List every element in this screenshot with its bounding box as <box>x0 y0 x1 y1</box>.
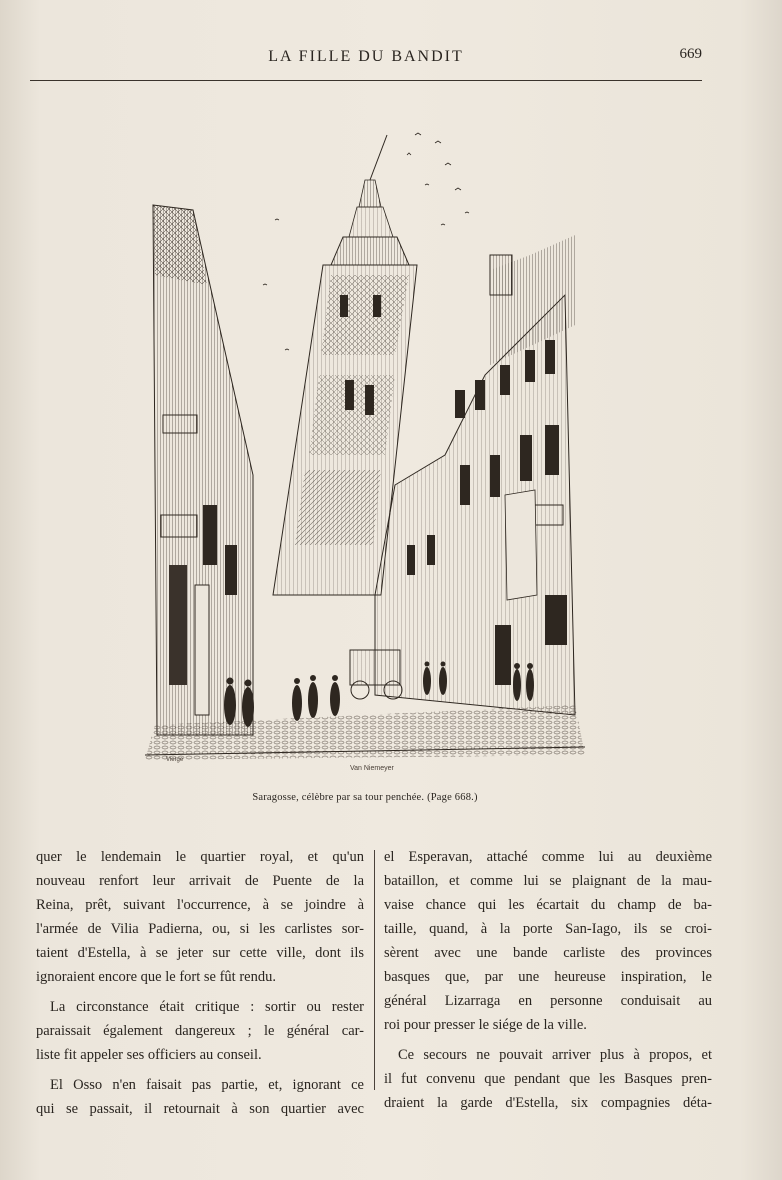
text-line: taille, quand, à la porte San-Iago, ils se croi- <box>384 921 712 937</box>
artist-signature: Van Niemeyer <box>350 765 394 772</box>
text-line: quer le lendemain le quartier royal, et qu'un <box>36 849 364 865</box>
left-building <box>153 205 253 735</box>
engraving-illustration <box>145 125 585 785</box>
text-line: bataillon, et comme lui se plaignant de la mau- <box>384 873 712 889</box>
text-line: el Esperavan, attaché comme lui au deuxième <box>384 849 712 865</box>
column-divider <box>374 850 375 1090</box>
text-line: l'armée de Vilia Padierna, ou, si les carlistes sor- <box>36 921 364 937</box>
text-line: roi pour presser le siége de la ville. <box>384 1017 587 1033</box>
running-title: LA FILLE DU BANDIT <box>268 48 464 65</box>
engraving-svg <box>145 125 585 785</box>
text-line: La circonstance était critique : sortir ou rester <box>50 999 364 1015</box>
text-line: qui se passait, il retournait à son quartier avec <box>36 1101 364 1117</box>
text-line: ignoraient encore que le fort se fût rendu. <box>36 969 276 985</box>
text-line: Ce secours ne pouvait arriver plus à propos, et <box>398 1047 712 1063</box>
figure-caption: Saragosse, célèbre par sa tour penchée. (Page 668.) <box>252 792 478 803</box>
text-line: basques que, par une heureuse inspiration, le <box>384 969 712 985</box>
page-header <box>30 44 702 81</box>
text-line: vaise chance qui les écartait du champ de ba- <box>384 897 712 913</box>
text-line: taient d'Estella, à se jeter sur cette ville, dont ils <box>36 945 364 961</box>
text-line: général Lizarraga en personne conduisait au <box>384 993 712 1009</box>
text-column-right <box>384 845 712 1115</box>
text-line: liste fit appeler ses officiers au conseil. <box>36 1047 262 1063</box>
text-line: sèrent avec une bande carliste des provinces <box>384 945 712 961</box>
text-line: paraissait également dangereux ; le général car- <box>36 1023 364 1039</box>
text-line: Reina, prêt, suivant l'occurrence, à se joindre à <box>36 897 364 913</box>
text-line: El Osso n'en faisait pas partie, et, ignorant ce <box>50 1077 364 1093</box>
text-line: draient la garde d'Estella, six compagnies déta- <box>384 1095 712 1111</box>
text-line: nouveau renfort leur arrivait de Puente de la <box>36 873 364 889</box>
text-column-left <box>36 845 364 1121</box>
text-line: il fut convenu que pendant que les Basques pren- <box>384 1071 712 1087</box>
page-number: 669 <box>679 46 702 62</box>
engraver-signature: Vierge <box>166 757 184 763</box>
